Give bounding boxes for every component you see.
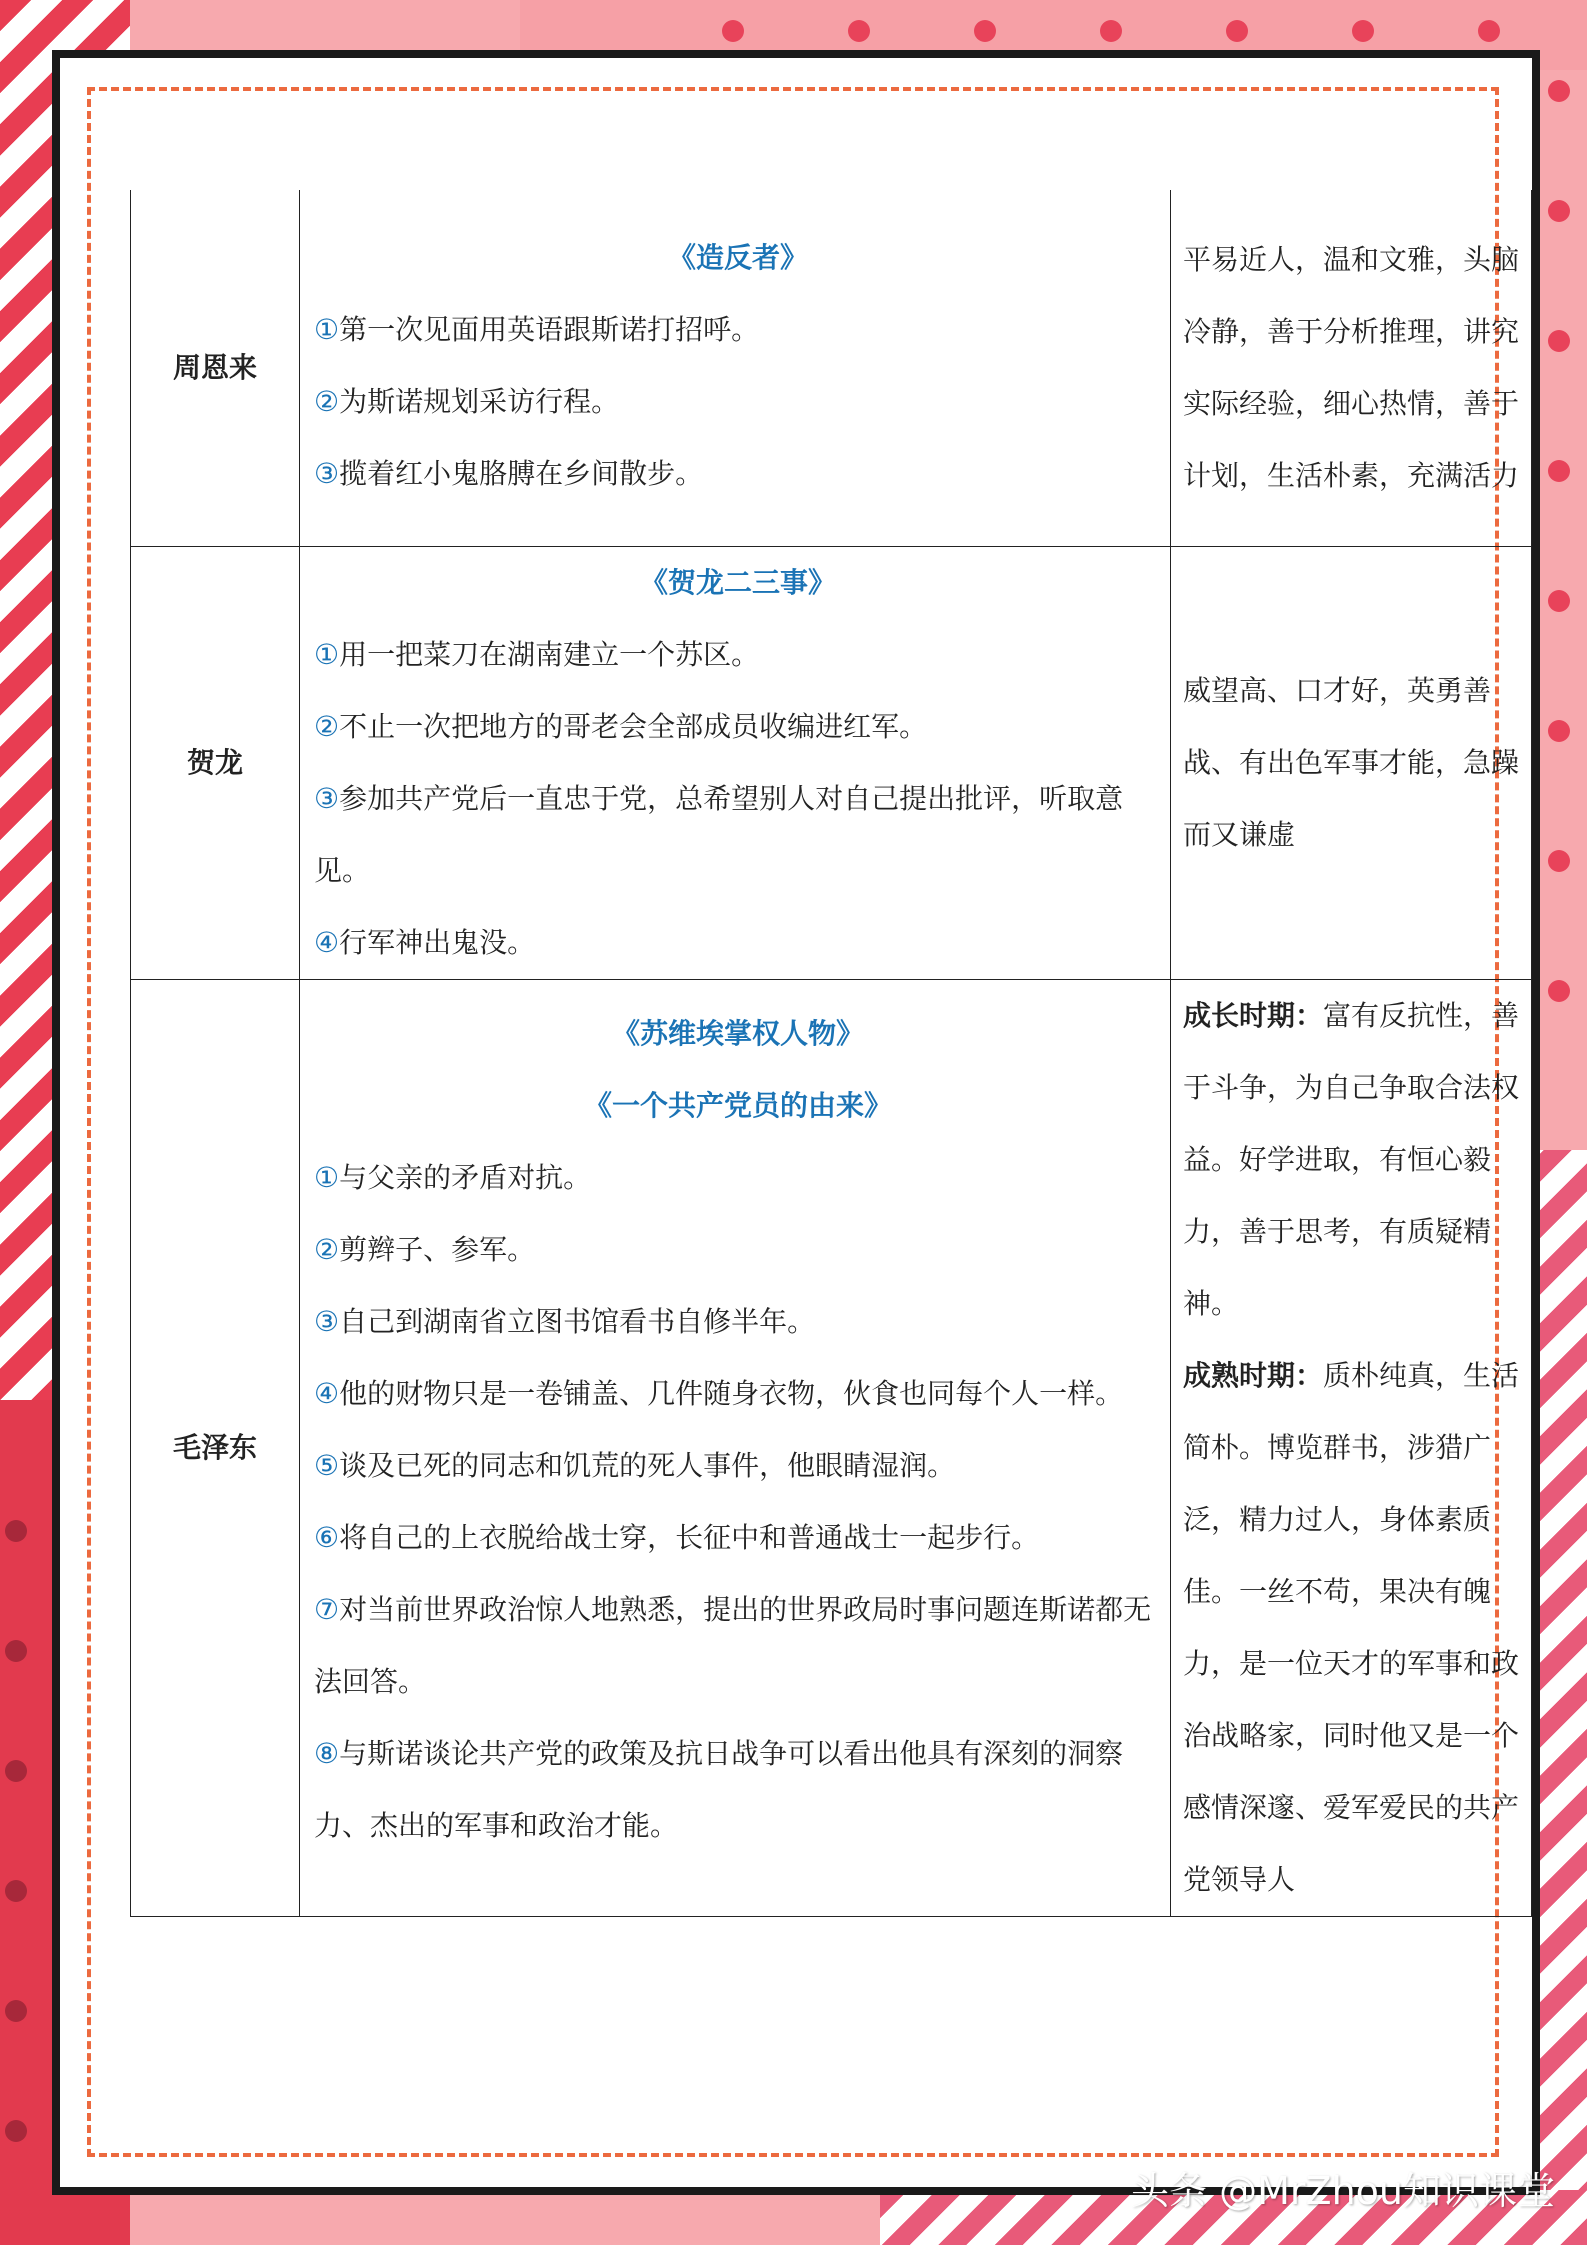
- event-number: ①: [314, 313, 340, 346]
- event-text: 不止一次把地方的哥老会全部成员收编进红军。: [339, 710, 928, 743]
- decor-dot: [1226, 20, 1248, 42]
- character-name: 贺龙: [131, 547, 300, 980]
- event-item: [314, 294, 1162, 366]
- work-title: 《一个共产党员的由来》: [583, 1089, 892, 1122]
- growth-period-label: 成长时期：: [1183, 999, 1324, 1032]
- decor-dot: [1548, 460, 1570, 482]
- decor-dot: [722, 20, 744, 42]
- mature-period-label: 成熟时期：: [1183, 1359, 1324, 1392]
- event-item: [314, 907, 1162, 979]
- event-item: [314, 619, 1162, 691]
- work-title: 《苏维埃掌权人物》: [611, 1017, 864, 1050]
- decor-dot: [1548, 980, 1570, 1002]
- decor-dot: [5, 1760, 27, 1782]
- decor-dot: [1100, 20, 1122, 42]
- decor-dot: [1548, 200, 1570, 222]
- event-number: ①: [314, 1161, 340, 1194]
- event-text: 对当前世界政治惊人地熟悉，提出的世界政局时事问题连斯诺都无法回答。: [314, 1593, 1152, 1698]
- event-item: [314, 1430, 1162, 1502]
- decor-dot: [5, 1640, 27, 1662]
- event-text: 谈及已死的同志和饥荒的死人事件，他眼睛湿润。: [339, 1449, 956, 1482]
- decor-dot: [5, 1520, 27, 1542]
- decor-dot: [1548, 330, 1570, 352]
- decor-dot: [1548, 80, 1570, 102]
- event-item: [314, 1502, 1162, 1574]
- growth-period-text: 富有反抗性，善于斗争，为自己争取合法权益。好学进取，有恒心毅力，善于思考，有质疑精神。: [1183, 999, 1520, 1320]
- events-cell: [300, 190, 1171, 547]
- event-number: ②: [314, 1233, 340, 1266]
- decor-dot: [848, 20, 870, 42]
- table-row: [131, 547, 1532, 980]
- event-number: ④: [314, 1377, 340, 1410]
- decor-dot: [5, 2000, 27, 2022]
- event-item: [314, 1286, 1162, 1358]
- event-text: 参加共产党后一直忠于党，总希望别人对自己提出批评，听取意见。: [314, 782, 1124, 887]
- event-text: 将自己的上衣脱给战士穿，长征中和普通战士一起步行。: [339, 1521, 1040, 1554]
- traits-cell: [1171, 980, 1532, 1917]
- event-text: 剪辫子、参军。: [339, 1233, 536, 1266]
- decor-dot: [5, 1880, 27, 1902]
- watermark: 头条 @MrZhou知识课堂: [1131, 2169, 1555, 2213]
- event-number: ⑧: [314, 1737, 340, 1770]
- event-text: 与父亲的矛盾对抗。: [339, 1161, 592, 1194]
- decor-dot: [1548, 850, 1570, 872]
- event-item: [314, 438, 1162, 510]
- event-text: 第一次见面用英语跟斯诺打招呼。: [339, 313, 760, 346]
- decor-dot: [1548, 720, 1570, 742]
- event-text: 自己到湖南省立图书馆看书自修半年。: [339, 1305, 816, 1338]
- traits-text: 平易近人，温和文雅，头脑冷静，善于分析推理，讲究实际经验，细心热情，善于计划，生活朴素，充满活力: [1183, 243, 1520, 492]
- traits-cell: [1171, 190, 1532, 547]
- event-item: [314, 366, 1162, 438]
- event-number: ④: [314, 926, 340, 959]
- event-text: 行军神出鬼没。: [339, 926, 536, 959]
- decor-dot: [974, 20, 996, 42]
- event-number: ②: [314, 710, 340, 743]
- event-text: 揽着红小鬼胳膊在乡间散步。: [339, 457, 704, 490]
- character-table: [130, 190, 1532, 1917]
- table-row: [131, 980, 1532, 1917]
- event-number: ③: [314, 782, 340, 815]
- decor-dot: [1548, 590, 1570, 612]
- event-number: ②: [314, 385, 340, 418]
- event-number: ⑤: [314, 1449, 340, 1482]
- work-title: 《贺龙二三事》: [639, 566, 836, 599]
- event-text: 他的财物只是一卷铺盖、几件随身衣物，伙食也同每个人一样。: [339, 1377, 1124, 1410]
- event-number: ①: [314, 638, 340, 671]
- traits-cell: [1171, 547, 1532, 980]
- event-text: 为斯诺规划采访行程。: [339, 385, 620, 418]
- event-item: [314, 1358, 1162, 1430]
- events-cell: [300, 547, 1171, 980]
- events-cell: [300, 980, 1171, 1917]
- event-text: 用一把菜刀在湖南建立一个苏区。: [339, 638, 760, 671]
- work-title: 《造反者》: [667, 241, 808, 274]
- table-row: [131, 190, 1532, 547]
- decor-dot: [1352, 20, 1374, 42]
- event-text: 与斯诺谈论共产党的政策及抗日战争可以看出他具有深刻的洞察力、杰出的军事和政治才能。: [314, 1737, 1124, 1842]
- event-item: [314, 1214, 1162, 1286]
- event-item: [314, 691, 1162, 763]
- event-number: ⑥: [314, 1521, 340, 1554]
- event-item: [314, 763, 1162, 907]
- character-name: 毛泽东: [131, 980, 300, 1917]
- event-number: ③: [314, 457, 340, 490]
- event-item: [314, 1142, 1162, 1214]
- event-number: ③: [314, 1305, 340, 1338]
- decor-dot: [1478, 20, 1500, 42]
- event-item: [314, 1718, 1162, 1862]
- event-number: ⑦: [314, 1593, 340, 1626]
- event-item: [314, 1574, 1162, 1718]
- character-name: 周恩来: [131, 190, 300, 547]
- traits-text: 威望高、口才好，英勇善战、有出色军事才能，急躁而又谦虚: [1183, 674, 1520, 851]
- decor-dot: [5, 2120, 27, 2142]
- mature-period-text: 质朴纯真，生活简朴。博览群书，涉猎广泛，精力过人，身体素质佳。一丝不苟，果决有魄力，是一位天才的军事和政治战略家，同时他又是一个感情深邃、爱军爱民的共产党领导人: [1183, 1359, 1520, 1896]
